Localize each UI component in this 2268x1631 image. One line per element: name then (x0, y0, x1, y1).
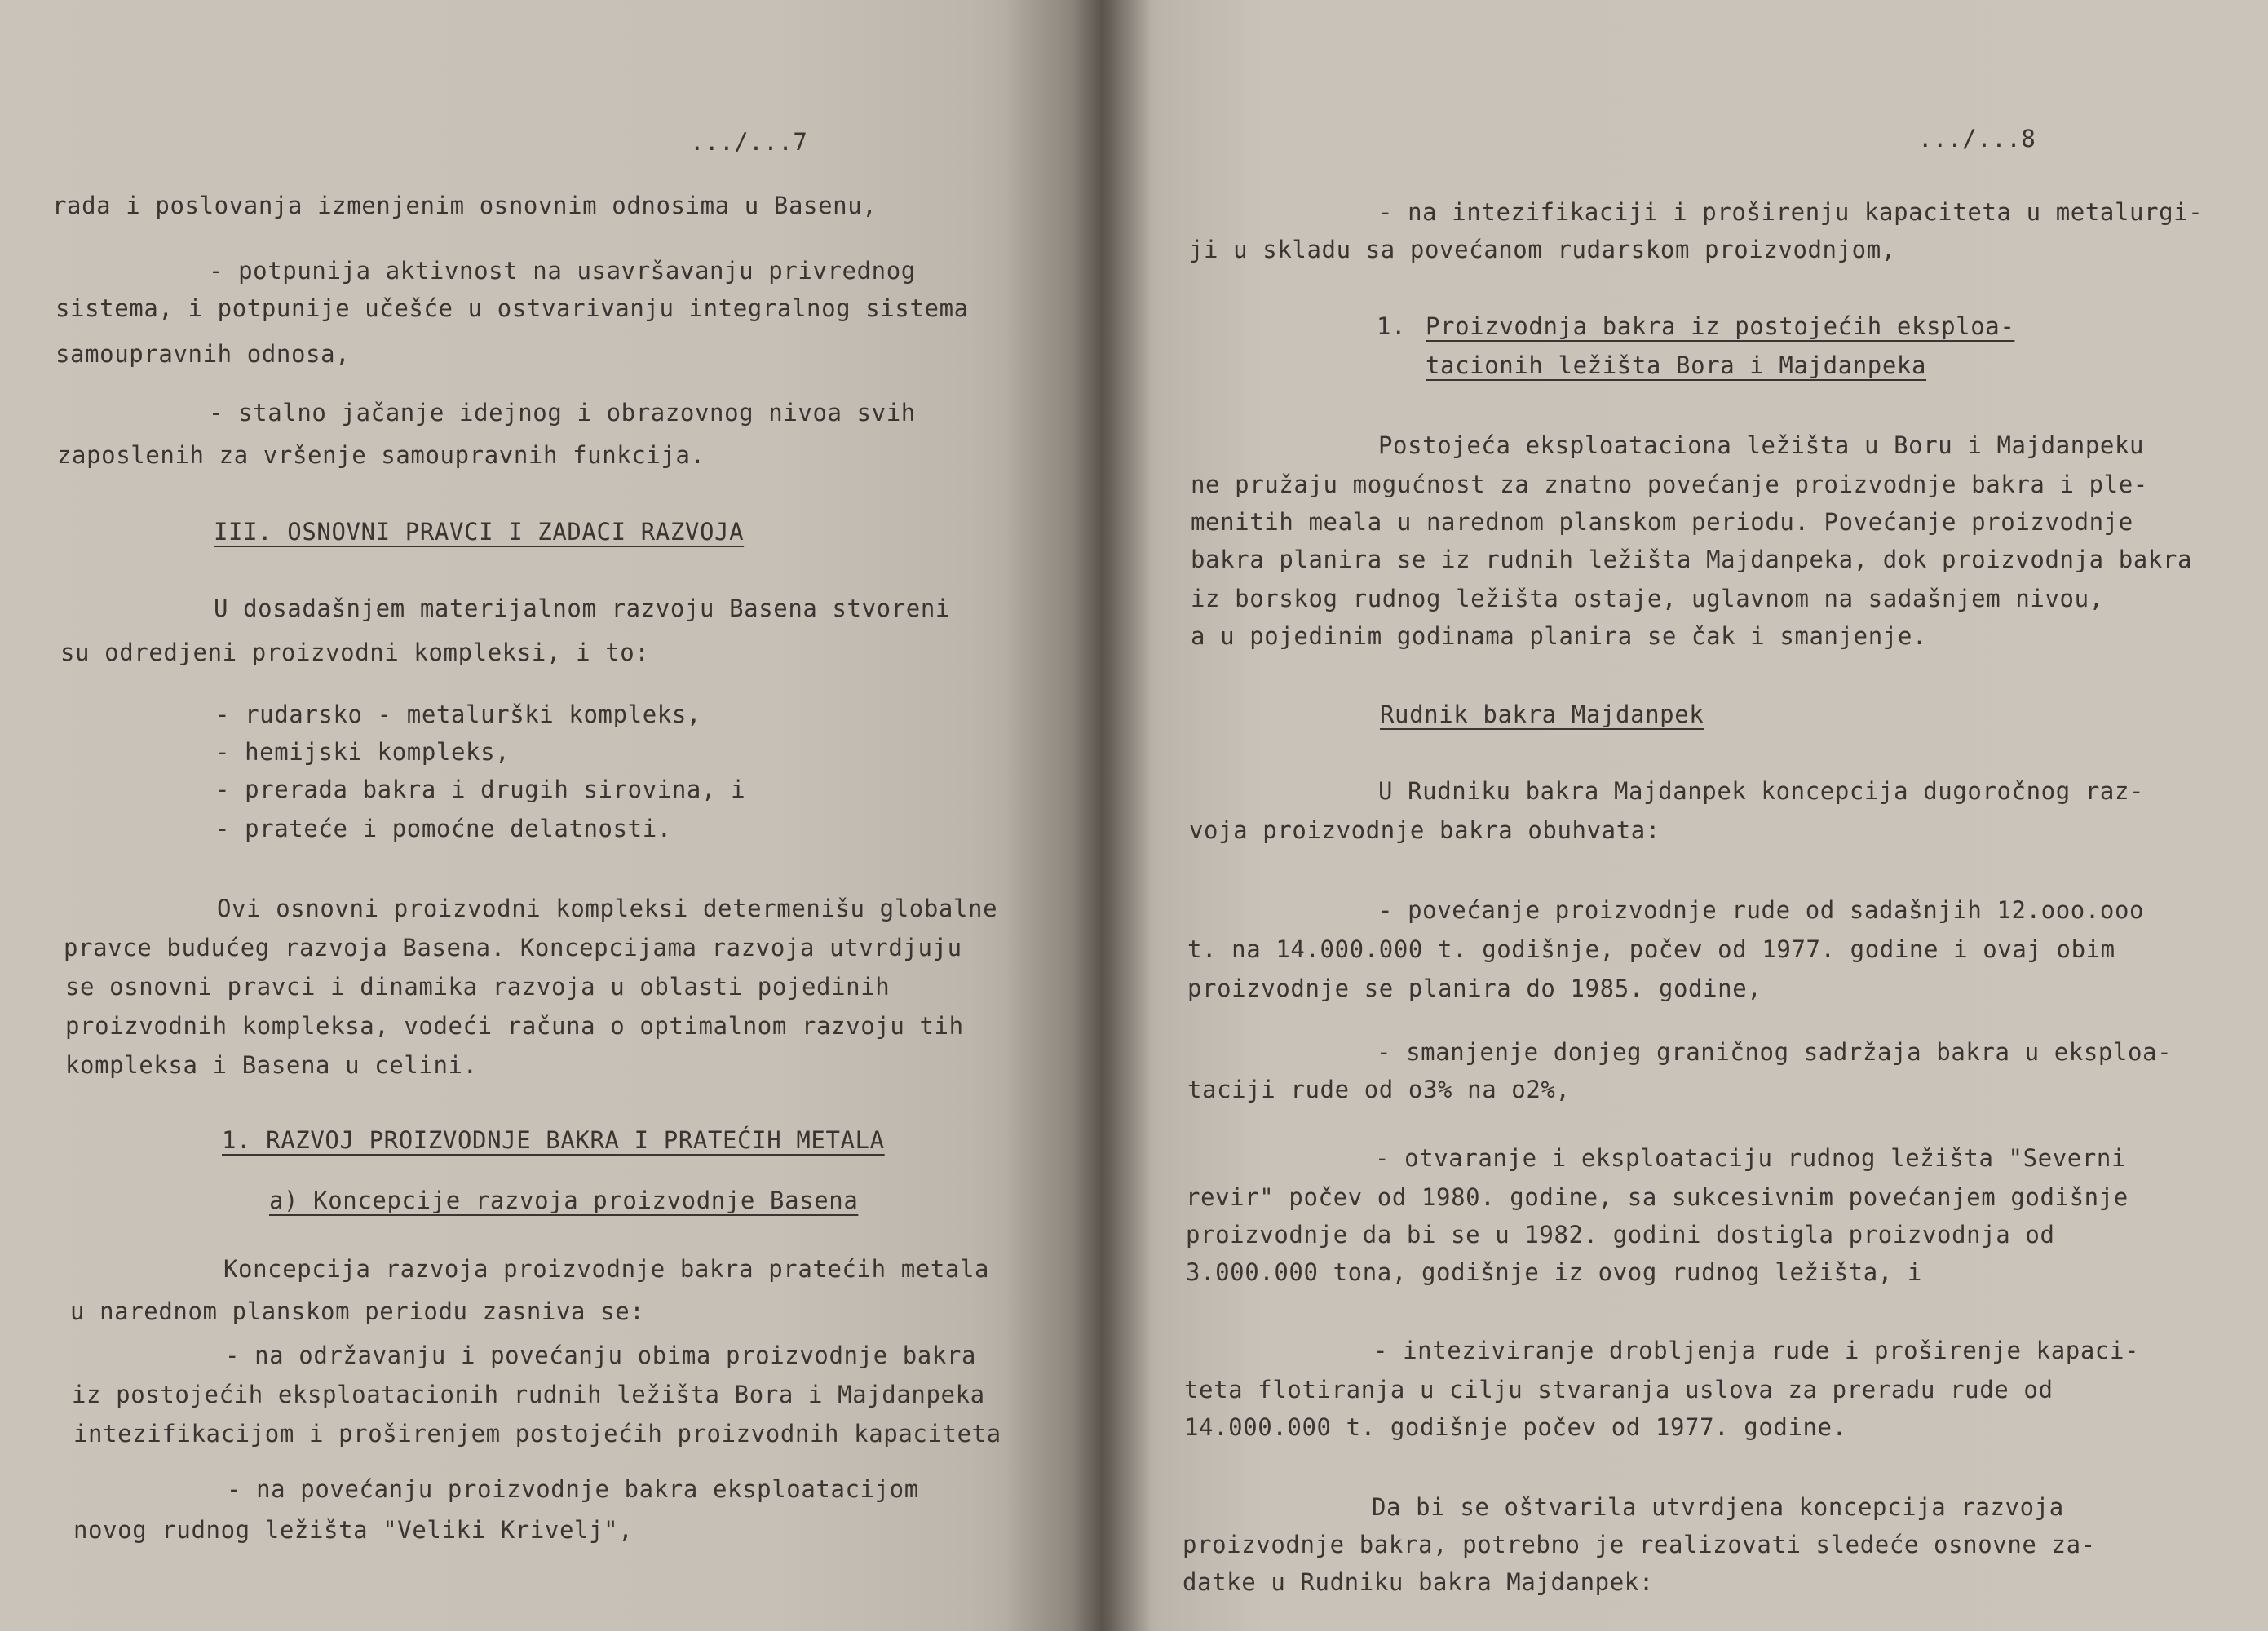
subsection-heading: a) Koncepcije razvoja proizvodnje Basena (269, 1187, 859, 1214)
page-gutter-shadow (1005, 0, 1103, 1631)
text-line: proizvodnje bakra, potrebno je realizovati sledeće osnovne za- (1183, 1531, 2096, 1558)
text-line: - povećanje proizvodnje rude od sadašnjih 12.ooo.ooo (1378, 896, 2145, 924)
text-line: sistema, i potpunije učešće u ostvarivanju integralnog sistema (55, 294, 969, 322)
list-item: - prateće i pomoćne delatnosti. (215, 815, 672, 842)
section-heading-continued: tacionih ležišta Bora i Majdanpeka (1426, 351, 1927, 379)
text-line: iz postojećih eksploatacionih rudnih ležišta Bora i Majdanpeka (72, 1381, 985, 1408)
text-line: zaposlenih za vršenje samoupravnih funkcija. (57, 441, 705, 469)
text-line: U dosadašnjem materijalnom razvoju Basena stvoreni (214, 594, 950, 622)
text-line: - smanjenje donjeg graničnog sadržaja bakra u eksploa- (1377, 1038, 2173, 1066)
right-page (1103, 0, 2268, 1631)
text-line: - otvaranje i eksploataciju rudnog ležišta "Severni (1375, 1144, 2127, 1172)
text-line: - potpunija aktivnost na usavršavanju privrednog (209, 257, 916, 285)
text-line: - na održavanju i povećanju obima proizvodnje bakra (225, 1341, 977, 1369)
page-gutter-shadow (1103, 0, 1152, 1631)
text-line: - na intezifikaciji i proširenju kapaciteta u metalurgi- (1378, 198, 2204, 226)
text-line: datke u Rudniku bakra Majdanpek: (1183, 1568, 1654, 1596)
list-item: - hemijski kompleks, (215, 738, 511, 766)
text-line: menitih meala u narednom planskom periodu. Povećanje proizvodnje (1191, 508, 2133, 536)
text-line: - stalno jačanje idejnog i obrazovnog nivoa svih (209, 399, 916, 427)
text-line: intezifikacijom i proširenjem postojećih proizvodnih kapaciteta (73, 1420, 1001, 1448)
section-heading: III. OSNOVNI PRAVCI I ZADACI RAZVOJA (214, 518, 745, 546)
text-line: se osnovni pravci i dinamika razvoja u oblasti pojedinih (65, 973, 891, 1001)
text-line: samoupravnih odnosa, (55, 340, 351, 368)
text-line: ne pružaju mogućnost za znatno povećanje proizvodnje bakra i ple- (1191, 471, 2148, 498)
text-line: rada i poslovanja izmenjenim osnovnim odnosima u Basenu, (52, 192, 878, 219)
text-line: bakra planira se iz rudnih ležišta Majdanpeka, dok proizvodnja bakra (1191, 546, 2193, 573)
text-line: U Rudniku bakra Majdanpek koncepcija dugoročnog raz- (1378, 777, 2145, 805)
text-line: Da bi se oštvarila utvrdjena koncepcija razvoja (1372, 1493, 2064, 1521)
page-marker: .../...8 (1918, 125, 2036, 152)
text-line: teta flotiranja u cilju stvaranja uslova za preradu rude od (1184, 1376, 2054, 1403)
text-line: proizvodnje da bi se u 1982. godini dostigla proizvodnja od (1186, 1221, 2055, 1249)
text-line: Ovi osnovni proizvodni kompleksi determenišu globalne (217, 895, 998, 922)
section-heading: Proizvodnja bakra iz postojećih eksploa- (1426, 312, 2015, 340)
text-line: Koncepcija razvoja proizvodnje bakra pratećih metala (223, 1255, 990, 1283)
text-line: Postojeća eksploataciona ležišta u Boru i Majdanpeku (1378, 431, 2145, 459)
text-line: 3.000.000 tona, godišnje iz ovog rudnog ležišta, i (1186, 1258, 1922, 1286)
section-number: 1. (1377, 312, 1407, 340)
text-line: u narednom planskom periodu zasniva se: (70, 1297, 645, 1325)
text-line: t. na 14.000.000 t. godišnje, počev od 1977. godine i ovaj obim (1187, 935, 2115, 963)
text-line: kompleksa i Basena u celini. (65, 1051, 478, 1079)
text-line: - inteziviranje drobljenja rude i proširenje kapaci- (1373, 1337, 2140, 1364)
text-line: revir" počev od 1980. godine, sa sukcesivnim povećanjem godišnje (1186, 1183, 2129, 1211)
left-page (0, 0, 1103, 1631)
page-marker: .../...7 (690, 128, 808, 156)
text-line: - na povećanju proizvodnje bakra eksploatacijom (227, 1475, 919, 1503)
text-line: proizvodnih kompleksa, vodeći računa o optimalnom razvoju tih (65, 1012, 964, 1040)
text-line: proizvodnje se planira do 1985. godine, (1187, 975, 1762, 1002)
text-line: novog rudnog ležišta "Veliki Krivelj", (73, 1516, 634, 1544)
text-line: su odredjeni proizvodni kompleksi, i to: (60, 639, 650, 666)
text-line: ji u skladu sa povećanom rudarskom proizvodnjom, (1189, 236, 1896, 263)
text-line: iz borskog rudnog ležišta ostaje, uglavnom na sadašnjem nivou, (1191, 585, 2104, 612)
text-line: pravce budućeg razvoja Basena. Koncepcijama razvoja utvrdjuju (64, 934, 962, 961)
text-line: voja proizvodnje bakra obuhvata: (1189, 816, 1660, 844)
text-line: a u pojedinim godinama planira se čak i smanjenje. (1191, 622, 1927, 650)
list-item: - rudarsko - metalurški kompleks, (215, 701, 701, 728)
text-line: 14.000.000 t. godišnje počev od 1977. godine. (1184, 1413, 1847, 1441)
list-item: - prerada bakra i drugih sirovina, i (215, 776, 746, 803)
section-heading: 1. RAZVOJ PROIZVODNJE BAKRA I PRATEĆIH METALA (222, 1126, 885, 1154)
subsection-heading: Rudnik bakra Majdanpek (1380, 701, 1704, 728)
text-line: taciji rude od o3% na o2%, (1187, 1076, 1571, 1103)
